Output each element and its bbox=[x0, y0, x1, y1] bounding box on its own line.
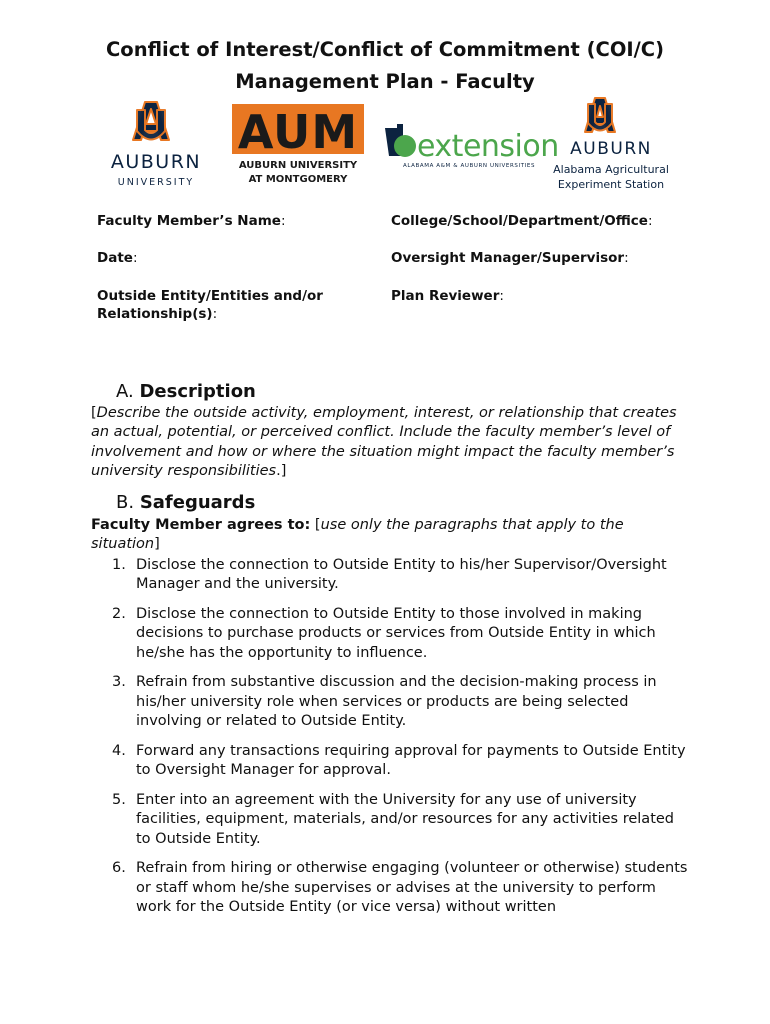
list-item: 4. Forward any transactions requiring approval for payments to Outside Entity to Oversight Manager for approval. bbox=[112, 742, 686, 779]
oversight-manager-field: Oversight Manager/Supervisor: bbox=[391, 250, 629, 266]
college-label: College/School/Department/Office bbox=[391, 213, 648, 229]
oversight-manager-label: Oversight Manager/Supervisor bbox=[391, 250, 625, 266]
aaes-auburn-wordmark: AUBURN bbox=[570, 139, 652, 159]
auburn-university-logo bbox=[97, 96, 215, 194]
list-item: 5. Enter into an agreement with the University for any use of university facilities, equipment, materials, and/or resources for any activities related to Outside Entity. bbox=[112, 791, 675, 847]
aum-line1: AUBURN UNIVERSITY bbox=[238, 160, 358, 171]
aum-line2: AT MONTGOMERY bbox=[248, 174, 348, 185]
outside-entity-field: Outside Entity/Entities and/or Relationship(s): bbox=[97, 288, 323, 322]
auburn-wordmark: AUBURN bbox=[110, 151, 202, 173]
plan-reviewer-label: Plan Reviewer bbox=[391, 288, 500, 304]
faculty-name-label: Faculty Member’s Name bbox=[97, 213, 281, 229]
college-field: College/School/Department/Office: bbox=[391, 213, 653, 229]
university-wordmark: UNIVERSITY bbox=[117, 177, 195, 188]
date-field: Date: bbox=[97, 250, 138, 266]
document-title bbox=[0, 34, 770, 98]
aaes-line3: Experiment Station bbox=[557, 178, 665, 191]
date-label: Date bbox=[97, 250, 133, 266]
title-line-2: Management Plan - Faculty bbox=[235, 70, 535, 93]
list-item: 2. Disclose the connection to Outside Entity to those involved in making decisions to purchase products or services from Outside Entity in which he/she has the opportunity to influence. bbox=[112, 606, 656, 661]
title-line-1: Conflict of Interest/Conflict of Commitment (COI/C) bbox=[106, 38, 664, 61]
logo-strip bbox=[0, 92, 770, 202]
section-a-heading: A. Description bbox=[116, 381, 256, 402]
extension-wordmark: extension bbox=[417, 129, 559, 164]
safeguards-list bbox=[91, 556, 691, 928]
faculty-name-field: Faculty Member’s Name: bbox=[97, 213, 286, 229]
section-a-description: [Describe the outside activity, employment, interest, or relationship that creates an actual, potential, or perceived conflict. Include the faculty member’s level of involvement and how or where the situation might impact the faculty member’s university responsibilities.] bbox=[91, 405, 677, 480]
extension-logo bbox=[383, 122, 559, 172]
list-item: 6. Refrain from hiring or otherwise engaging (volunteer or otherwise) students or staff whom he/she supervises or advises at the university to perform work for the Outside Entity (or vice versa) without written bbox=[112, 860, 688, 916]
outside-entity-label: Outside Entity/Entities and/or Relationship(s) bbox=[97, 288, 323, 322]
section-b-heading: B. Safeguards bbox=[116, 492, 256, 513]
aum-logo bbox=[230, 102, 366, 188]
list-item: 3. Refrain from substantive discussion and the decision-making process in his/her university role when services or products are being selected involving or related to Outside Entity. bbox=[112, 674, 657, 730]
agrees-note: use only the paragraphs that apply to the situation bbox=[91, 517, 624, 553]
aum-mark: AUM bbox=[237, 105, 359, 159]
list-item: 1. Disclose the connection to Outside Entity to his/her Supervisor/Oversight Manager and the university. bbox=[112, 557, 667, 593]
plan-reviewer-field: Plan Reviewer: bbox=[391, 288, 504, 304]
aaes-logo bbox=[550, 92, 674, 196]
aaes-line2: Alabama Agricultural bbox=[553, 163, 669, 176]
faculty-agrees-intro: Faculty Member agrees to: [use only the paragraphs that apply to the situation] bbox=[91, 517, 624, 553]
description-body: Describe the outside activity, employment, interest, or relationship that creates an actual, potential, or perceived conflict. Include the faculty member’s level of involvement and how or where the situation might impact the faculty member’s university responsibilities bbox=[91, 405, 677, 480]
agrees-label: Faculty Member agrees to: bbox=[91, 517, 311, 533]
extension-tagline: ALABAMA A&M & AUBURN UNIVERSITIES bbox=[403, 163, 536, 169]
